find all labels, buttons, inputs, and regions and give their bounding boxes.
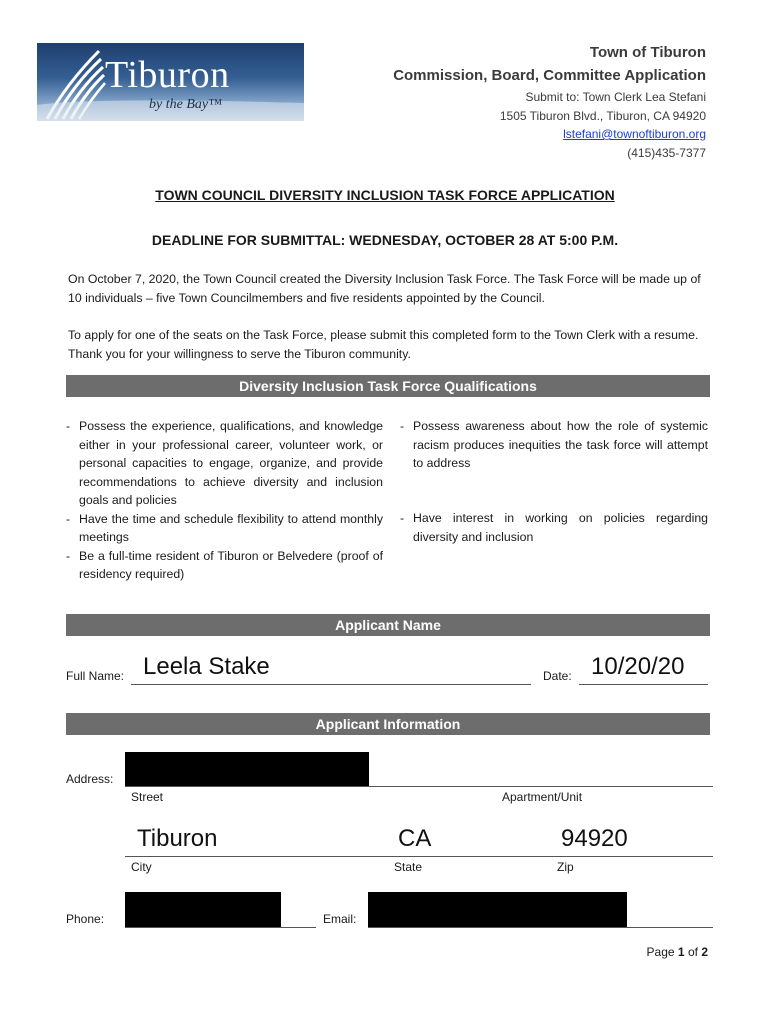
zip-label: Zip — [557, 860, 574, 874]
header-submit-to: Submit to: Town Clerk Lea Stefani — [525, 90, 706, 104]
city-value: Tiburon — [137, 825, 218, 852]
list-item: - Have interest in working on policies regarding diversity and inclusion — [400, 511, 708, 544]
header-address: 1505 Tiburon Blvd., Tiburon, CA 94920 — [499, 109, 706, 123]
qualifications-heading: Diversity Inclusion Task Force Qualifications — [66, 375, 710, 397]
address-field[interactable] — [125, 786, 713, 787]
street-label: Street — [131, 790, 164, 804]
email-redaction — [368, 892, 627, 927]
phone-field[interactable] — [125, 927, 316, 928]
page-number: Page 1 of 2 — [646, 945, 708, 959]
list-item: - Have the time and schedule flexibility to attend monthly meetings — [66, 511, 383, 544]
header-phone: (415)435-7377 — [627, 146, 706, 160]
zip-value: 94920 — [561, 825, 628, 852]
header-application-type: Commission, Board, Committee Application — [393, 67, 706, 84]
address-label: Address: — [66, 772, 114, 786]
logo-title: Tiburon — [105, 54, 230, 96]
qualifications-left-list — [66, 417, 383, 584]
state-value: CA — [398, 825, 432, 852]
date-field[interactable] — [579, 684, 708, 685]
list-item: - Be a full-time resident of Tiburon or Belvedere (proof of residency required) — [66, 548, 383, 581]
list-item: - Possess the experience, qualifications, and knowledge either in your professional career, volunteer work, or personal capacities to engage, organize, and provide recommendations to achieve diversity and inclusion goals and policies — [66, 419, 383, 507]
city-label: City — [131, 860, 152, 874]
header-org: Town of Tiburon — [589, 44, 706, 61]
logo-tagline: by the Bay™ — [149, 97, 222, 112]
state-label: State — [394, 860, 423, 874]
header-email-link[interactable]: lstefani@townoftiburon.org — [563, 127, 706, 141]
deadline-notice: DEADLINE FOR SUBMITTAL: WEDNESDAY, OCTOBER 28 AT 5:00 P.M. — [151, 232, 619, 248]
phone-redaction — [125, 892, 281, 927]
email-field[interactable] — [368, 927, 713, 928]
full-name-value: Leela Stake — [143, 653, 270, 680]
instructions-paragraph: To apply for one of the seats on the Task Force, please submit this completed form to the Town Clerk with a resume. Thank you for your willingness to serve the Tiburon community. — [68, 328, 699, 361]
tiburon-logo — [37, 43, 304, 121]
qualifications-right-list — [400, 417, 708, 473]
full-name-label: Full Name: — [66, 669, 125, 683]
full-name-field[interactable] — [131, 684, 531, 685]
intro-paragraph: On October 7, 2020, the Town Council created the Diversity Inclusion Task Force. The Task Force will be made up of 10 individuals – five Town Councilmembers and five residents appointed by the Council. — [68, 272, 701, 305]
phone-label: Phone: — [66, 912, 105, 926]
applicant-name-heading: Applicant Name — [66, 614, 710, 636]
city-state-zip-field[interactable] — [125, 856, 713, 857]
address-redaction — [125, 752, 369, 786]
applicant-info-heading: Applicant Information — [66, 713, 710, 735]
form-title: TOWN COUNCIL DIVERSITY INCLUSION TASK FORCE APPLICATION — [155, 187, 615, 203]
qualifications-right-list — [400, 509, 708, 546]
date-label: Date: — [543, 669, 572, 683]
date-value: 10/20/20 — [591, 653, 685, 680]
email-label: Email: — [323, 912, 357, 926]
apartment-unit-label: Apartment/Unit — [502, 790, 583, 804]
list-item: - Possess awareness about how the role of systemic racism produces inequities the task force will attempt to address — [400, 419, 708, 470]
